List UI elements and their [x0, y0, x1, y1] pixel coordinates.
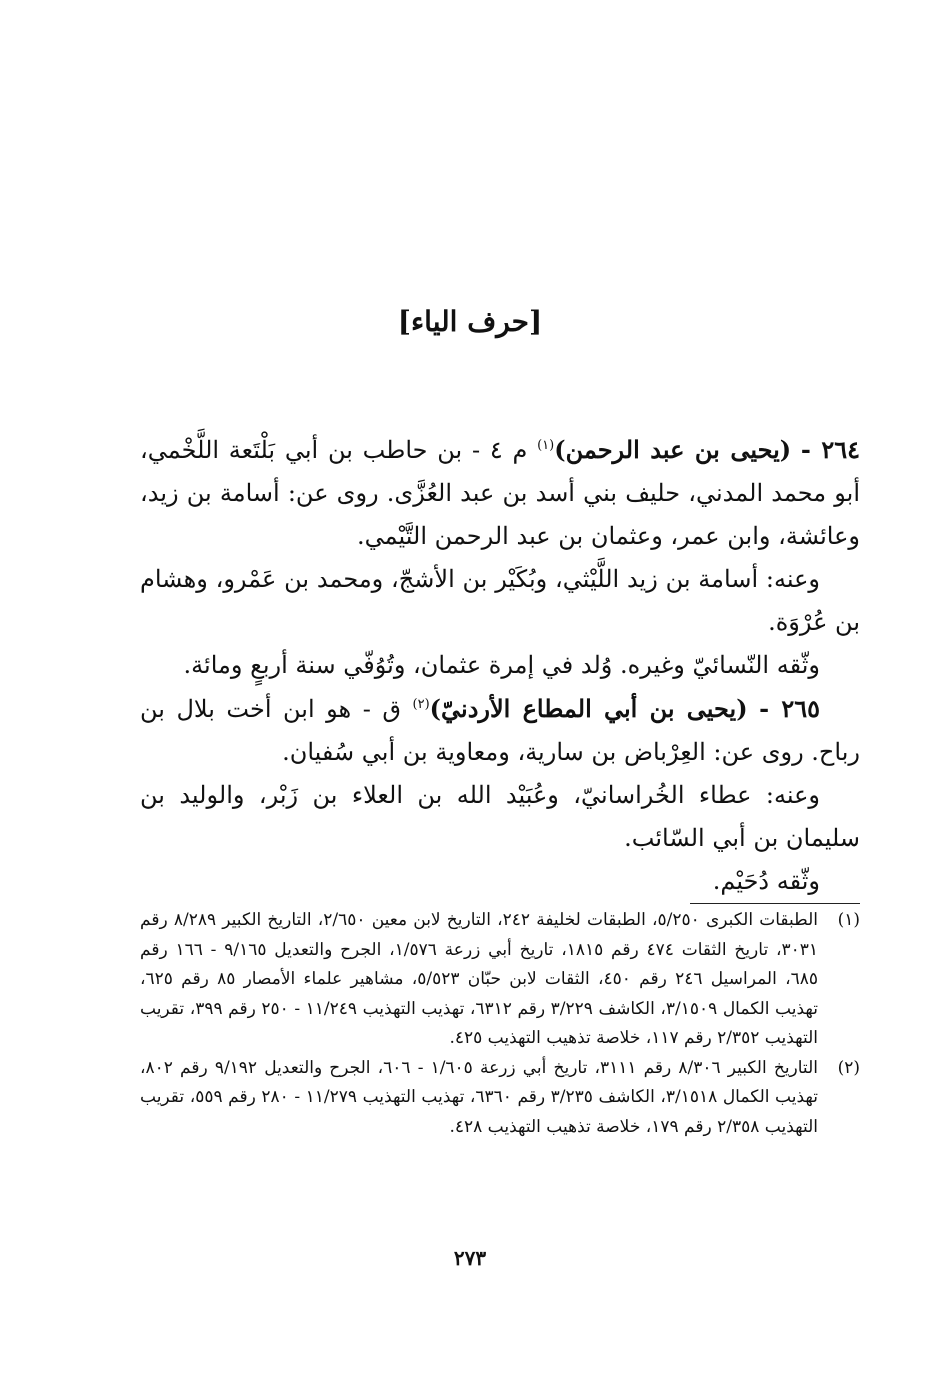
footnote-text: الطبقات الكبرى ٥/٢٥٠، الطبقات لخليفة ٢٤٢، التاريخ لابن معين ٢/٦٥٠، التاريخ الكبير ٨/٢٨٩ رقم ٣٠٣١، تاريخ الثقات ٤٧٤ رقم ١٨١٥، تاريخ أبي زرعة ١/٥٧٦، الجرح والتعديل ٩/١٦٥ - ١٦٦ رقم ٦٨٥، المراسيل ٢٤٦ رقم ٤٥٠، الثقات لابن حبّان ٥/٥٢٣، مشاهير علماء الأمصار ٨٥ رقم ٦٢٥، تهذيب الكمال ٣/١٥٠٩، الكاشف ٣/٢٢٩ رقم ٦٣١٢، تهذيب التهذيب ١١/٢٤٩ - ٢٥٠ رقم ٣٩٩، تقريب التهذيب ٢/٣٥٢ رقم ١١٧، خلاصة تذهيب التهذيب ٤٢٥. — [140, 910, 818, 1048]
entry-paragraph: وعنه: أسامة بن زيد اللَّيْثي، وبُكَيْر بن الأشجّ، ومحمد بن عَمْرو، وهشام بن عُرْوَة. — [140, 565, 860, 636]
footnote-divider — [690, 903, 860, 904]
footnote-ref: (١) — [537, 438, 555, 453]
main-text — [140, 428, 860, 903]
entry-number: ٢٦٥ - — [759, 694, 820, 723]
footnote — [140, 906, 860, 1054]
entry-text: م ٤ - بن حاطب بن أبي بَلْتَعة اللَّخْمي، أبو محمد المدني، حليف بني أسد بن عبد العُزَّى. روى عن: أسامة بن زيد، وعائشة، وابن عمر، وعثمان بن عبد الرحمن التَّيْمي. — [140, 436, 860, 550]
footnote-number: (١) — [837, 910, 860, 930]
entry-number: ٢٦٤ - — [800, 435, 860, 464]
entry-name: (يحيى بن عبد الرحمن) — [554, 435, 792, 464]
entry-text: ق - هو ابن أخت بلال بن رباح. روى عن: العِرْباض بن سارية، ومعاوية بن أبي سُفيان. — [140, 695, 860, 766]
entry-265-intro — [140, 687, 860, 774]
footnote-text: التاريخ الكبير ٨/٣٠٦ رقم ٣١١١، تاريخ أبي زرعة ١/٦٠٥ - ٦٠٦، الجرح والتعديل ٩/١٩٢ رقم ٨٠٢، تهذيب الكمال ٣/١٥١٨، الكاشف ٣/٢٣٥ رقم ٦٣٦٠، تهذيب التهذيب ١١/٢٧٩ - ٢٨٠ رقم ٥٥٩، تقريب التهذيب ٢/٣٥٨ رقم ١٧٩، خلاصة تذهيب التهذيب ٤٢٨. — [140, 1057, 818, 1137]
entry-name: (يحيى بن أبي المطاع الأردنيّ) — [429, 694, 748, 723]
section-heading: [حرف الياء] — [397, 305, 543, 338]
footnote-number: (٢) — [837, 1057, 860, 1078]
entry-264-intro — [140, 428, 860, 558]
entry-paragraph: وثّقه دُحَيْم. — [712, 867, 820, 895]
footnotes — [140, 906, 860, 1142]
entry-paragraph: وعنه: عطاء الخُراسانيّ، وعُبَيْد الله بن العلاء بن زَبْر، والوليد بن سليمان بن أبي السّائب. — [140, 781, 860, 852]
footnote-ref: (٢) — [412, 697, 430, 712]
entry-paragraph: وثّقه النّسائيّ وغيره. وُلد في إمرة عثمان، وتُوُفّي سنة أربعٍ ومائة. — [183, 651, 820, 679]
footnote — [140, 1054, 860, 1143]
page-number: ٢٧٣ — [453, 1246, 487, 1270]
